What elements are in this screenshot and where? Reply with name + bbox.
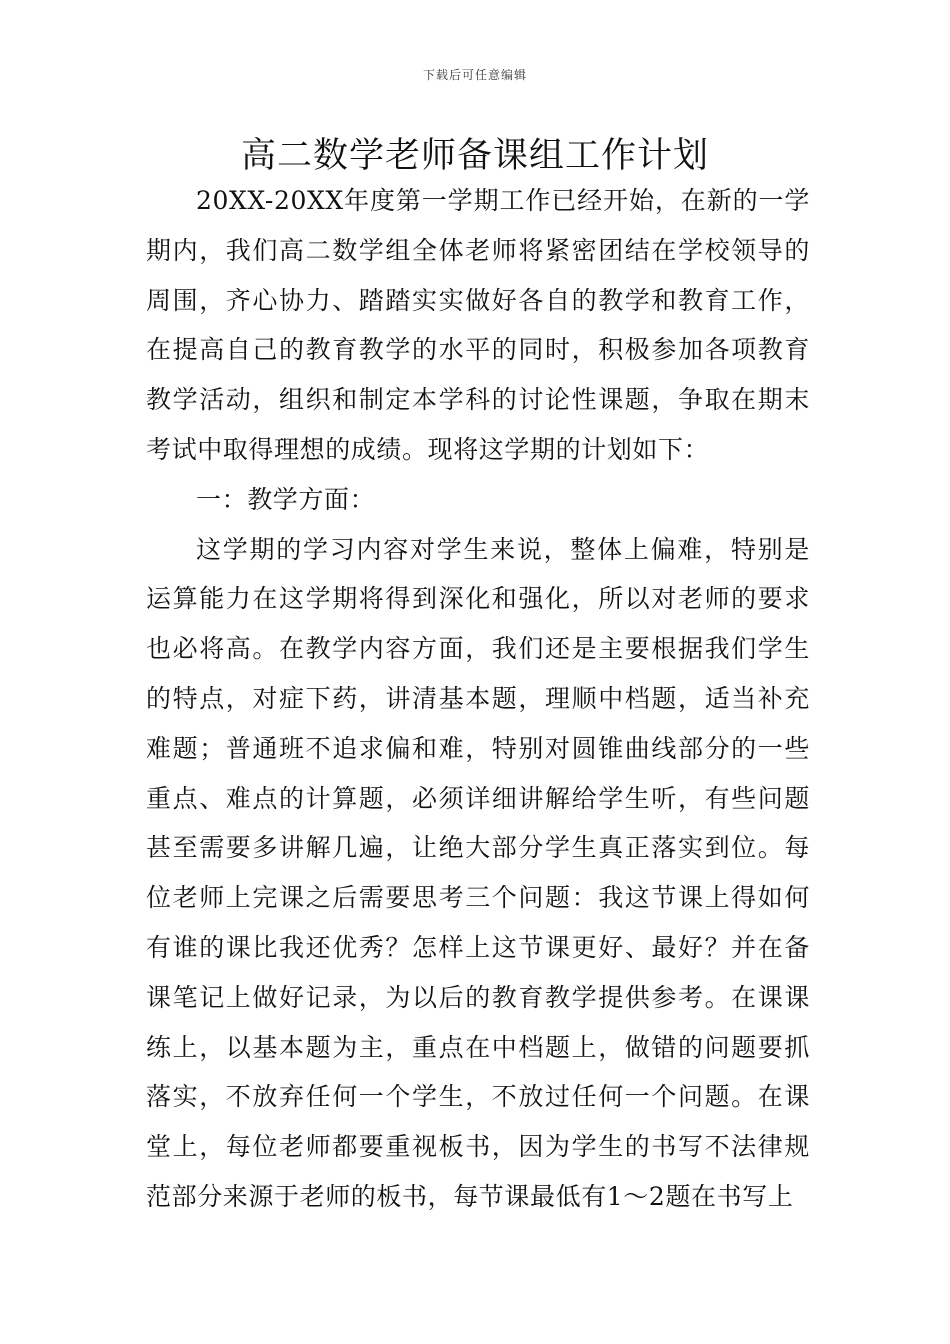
paragraph-teaching: 这学期的学习内容对学生来说，整体上偏难，特别是运算能力在这学期将得到深化和强化，所以对老师的要求也必将高。在教学内容方面，我们还是主要根据我们学生的特点，对症下药，讲清基本题，理顺中档题，适当补充难题；普通班不追求偏和难，特别对圆锥曲线部分的一些重点、难点的计算题，必须详细讲解给学生听，有些问题甚至需要多讲解几遍，让绝大部分学生真正落实到位。每位老师上完课之后需要思考三个问题：我这节课上得如何有谁的课比我还优秀？怎样上这节课更好、最好？并在备课笔记上做好记录，为以后的教育教学提供参考。在课课练上，以基本题为主，重点在中档题上，做错的问题要抓落实，不放弃任何一个学生，不放过任何一个问题。在课堂上，每位老师都要重视板书，因为学生的书写不法律规范部分来源于老师的板书，每节课最低有1～2题在书写上: [146, 534, 810, 1211]
section-heading-teaching: 一：教学方面：: [196, 484, 376, 514]
header-note: 下载后可任意编辑: [422, 68, 527, 82]
document-body: [146, 176, 810, 1222]
paragraph-intro: 20XX-20XX年度第一学期工作已经开始，在新的一学期内，我们高二数学组全体老师将紧密团结在学校领导的周围，齐心协力、踏踏实实做好各自的教学和教育工作，在提高自己的教育教学的水平的同时，积极参加各项教育教学活动，组织和制定本学科的讨论性课题，争取在期末考试中取得理想的成绩。现将这学期的计划如下：: [146, 186, 810, 464]
document-title: 高二数学老师备课组工作计划: [240, 136, 709, 176]
